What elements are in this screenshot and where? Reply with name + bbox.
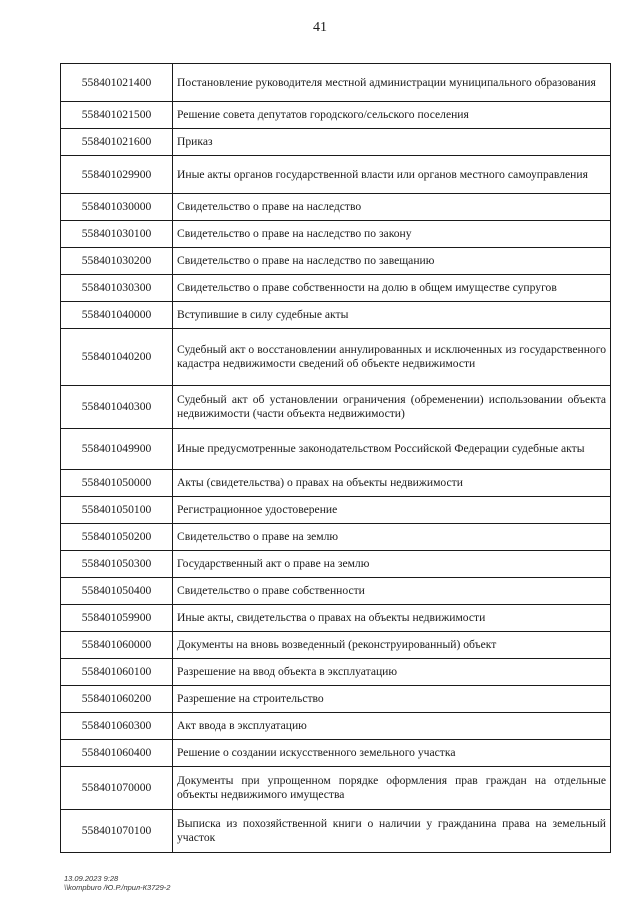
row-description: Регистрационное удостоверение <box>173 497 611 524</box>
row-description: Иные акты, свидетельства о правах на объекты недвижимости <box>173 605 611 632</box>
row-code: 558401060000 <box>61 632 173 659</box>
row-description: Судебный акт о восстановлении аннулированных и исключенных из государственного кадастра недвижимости сведений об объекте недвижимости <box>173 329 611 386</box>
row-code: 558401070100 <box>61 810 173 853</box>
row-description: Судебный акт об установлении ограничения (обременении) использовании объекта недвижимости (части объекта недвижимости) <box>173 386 611 429</box>
row-description: Вступившие в силу судебные акты <box>173 302 611 329</box>
row-code: 558401050200 <box>61 524 173 551</box>
row-description: Иные предусмотренные законодательством Российской Федерации судебные акты <box>173 429 611 470</box>
table-row <box>61 221 611 248</box>
row-description: Разрешение на ввод объекта в эксплуатацию <box>173 659 611 686</box>
table-row <box>61 194 611 221</box>
row-code: 558401030200 <box>61 248 173 275</box>
row-description: Решение о создании искусственного земельного участка <box>173 740 611 767</box>
table-row <box>61 302 611 329</box>
table-body <box>61 64 611 853</box>
table-row <box>61 329 611 386</box>
row-description: Свидетельство о праве на наследство <box>173 194 611 221</box>
table-row <box>61 386 611 429</box>
row-code: 558401059900 <box>61 605 173 632</box>
row-description: Документы на вновь возведенный (реконструированный) объект <box>173 632 611 659</box>
table-row <box>61 129 611 156</box>
row-description: Свидетельство о праве на землю <box>173 524 611 551</box>
row-description: Свидетельство о праве на наследство по завещанию <box>173 248 611 275</box>
page-number: 41 <box>313 20 327 35</box>
table-row <box>61 429 611 470</box>
table-row <box>61 713 611 740</box>
table-row <box>61 551 611 578</box>
row-code: 558401021600 <box>61 129 173 156</box>
row-code: 558401060300 <box>61 713 173 740</box>
row-code: 558401050100 <box>61 497 173 524</box>
table-row <box>61 605 611 632</box>
table-row <box>61 275 611 302</box>
row-code: 558401050000 <box>61 470 173 497</box>
table-row <box>61 686 611 713</box>
row-description: Иные акты органов государственной власти или органов местного самоуправления <box>173 156 611 194</box>
table-row <box>61 470 611 497</box>
row-description: Выписка из похозяйственной книги о наличии у гражданина права на земельный участок <box>173 810 611 853</box>
table-row <box>61 524 611 551</box>
table-row <box>61 767 611 810</box>
row-description: Документы при упрощенном порядке оформления прав граждан на отдельные объекты недвижимого имущества <box>173 767 611 810</box>
row-code: 558401060100 <box>61 659 173 686</box>
row-code: 558401040300 <box>61 386 173 429</box>
row-code: 558401040000 <box>61 302 173 329</box>
row-description: Постановление руководителя местной администрации муниципального образования <box>173 64 611 102</box>
row-description: Свидетельство о праве собственности <box>173 578 611 605</box>
row-description: Свидетельство о праве собственности на долю в общем имуществе супругов <box>173 275 611 302</box>
row-code: 558401030300 <box>61 275 173 302</box>
row-description: Разрешение на строительство <box>173 686 611 713</box>
footer-date: 13.09.2023 9:28 <box>64 874 119 883</box>
table-row <box>61 248 611 275</box>
row-code: 558401040200 <box>61 329 173 386</box>
row-code: 558401070000 <box>61 767 173 810</box>
row-description: Решение совета депутатов городского/сельского поселения <box>173 102 611 129</box>
row-description: Акты (свидетельства) о правах на объекты недвижимости <box>173 470 611 497</box>
row-code: 558401029900 <box>61 156 173 194</box>
table-row <box>61 578 611 605</box>
row-code: 558401060400 <box>61 740 173 767</box>
table-row <box>61 740 611 767</box>
table-row <box>61 156 611 194</box>
row-code: 558401021500 <box>61 102 173 129</box>
row-description: Государственный акт о праве на землю <box>173 551 611 578</box>
row-code: 558401021400 <box>61 64 173 102</box>
row-code: 558401050400 <box>61 578 173 605</box>
table-row <box>61 497 611 524</box>
row-description: Свидетельство о праве на наследство по закону <box>173 221 611 248</box>
row-description: Приказ <box>173 129 611 156</box>
row-description: Акт ввода в эксплуатацию <box>173 713 611 740</box>
table-row <box>61 632 611 659</box>
footer-path: \\kompburo /Ю.Р./прил-К3729-2 <box>64 883 171 892</box>
table-row <box>61 659 611 686</box>
row-code: 558401030100 <box>61 221 173 248</box>
row-code: 558401030000 <box>61 194 173 221</box>
document-footer <box>64 874 170 892</box>
row-code: 558401050300 <box>61 551 173 578</box>
table-row <box>61 64 611 102</box>
table-row <box>61 810 611 853</box>
table-row <box>61 102 611 129</box>
document-codes-table <box>60 63 611 853</box>
row-code: 558401060200 <box>61 686 173 713</box>
row-code: 558401049900 <box>61 429 173 470</box>
